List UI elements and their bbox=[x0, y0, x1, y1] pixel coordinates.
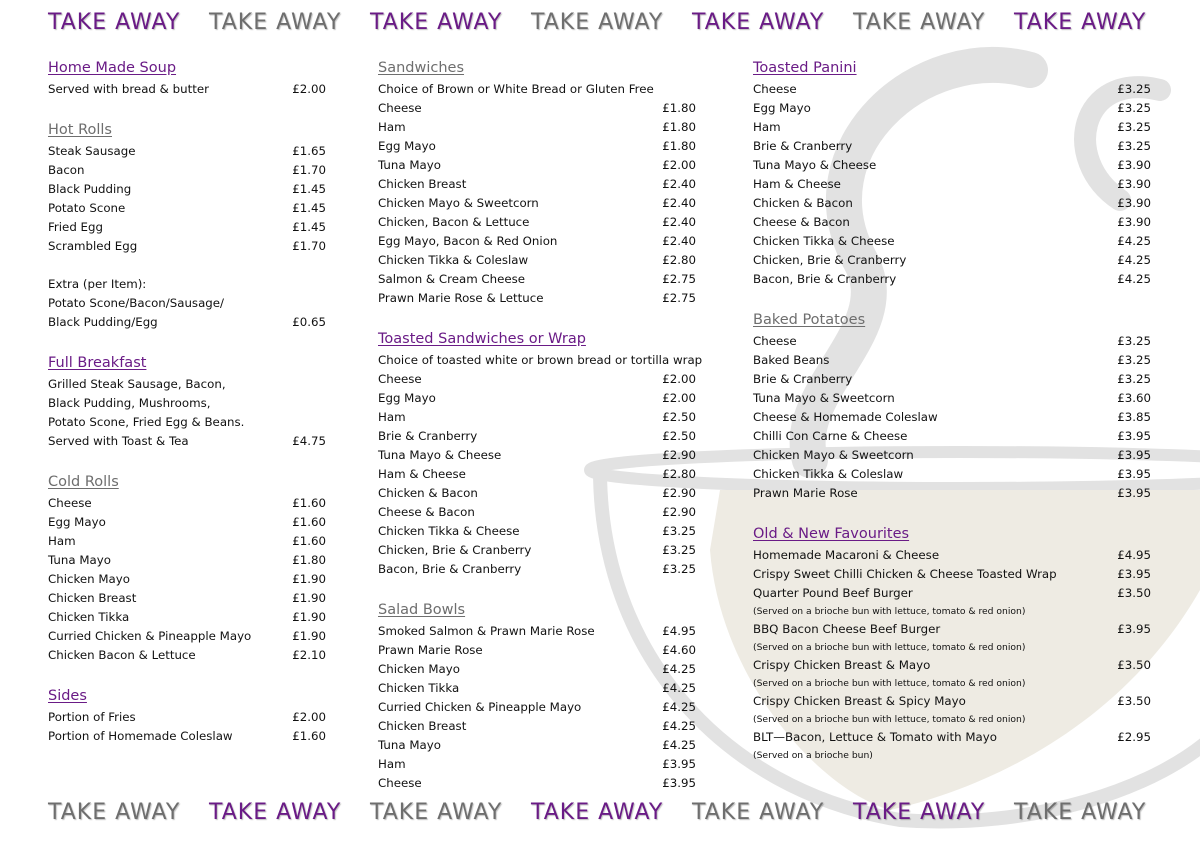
menu-item bbox=[378, 370, 696, 389]
item-name: Chicken Tikka & Coleslaw bbox=[378, 253, 529, 267]
item-price: £2.90 bbox=[662, 448, 696, 462]
item-name: Egg Mayo bbox=[378, 139, 436, 153]
item-price: £2.00 bbox=[662, 391, 696, 405]
item-price: £3.95 bbox=[1117, 467, 1151, 481]
item-name: Chicken Mayo & Sweetcorn bbox=[753, 448, 914, 462]
menu-item bbox=[48, 180, 326, 199]
item-price: £1.60 bbox=[292, 534, 326, 548]
item-price: £1.90 bbox=[292, 610, 326, 624]
menu-item bbox=[48, 513, 326, 532]
menu-item bbox=[378, 541, 696, 560]
item-name: Crispy Sweet Chilli Chicken & Cheese Toasted Wrap bbox=[753, 567, 1057, 581]
item-price: £3.95 bbox=[1117, 486, 1151, 500]
item-price: £1.45 bbox=[292, 201, 326, 215]
item-name: Chicken & Bacon bbox=[753, 196, 853, 210]
item-price: £4.25 bbox=[662, 681, 696, 695]
menu-item bbox=[48, 313, 326, 332]
menu-item bbox=[753, 213, 1151, 232]
section-title: Salad Bowls bbox=[378, 602, 466, 618]
item-name: Bacon, Brie & Cranberry bbox=[378, 562, 522, 576]
item-name: Baked Beans bbox=[753, 353, 830, 367]
banner-text: TAKE AWAY bbox=[48, 10, 181, 35]
item-price: £3.90 bbox=[1117, 158, 1151, 172]
menu-item bbox=[378, 484, 696, 503]
item-price: £2.95 bbox=[1117, 730, 1151, 744]
menu-item bbox=[378, 736, 696, 755]
menu-item bbox=[48, 199, 326, 218]
item-name: Bacon, Brie & Cranberry bbox=[753, 272, 897, 286]
item-name: BLT—Bacon, Lettuce & Tomato with Mayo bbox=[753, 730, 997, 744]
item-price: £3.95 bbox=[1117, 448, 1151, 462]
menu-item bbox=[753, 99, 1151, 118]
item-price: £2.00 bbox=[662, 158, 696, 172]
item-name: Egg Mayo bbox=[753, 101, 811, 115]
item-name: Chicken Tikka & Cheese bbox=[753, 234, 895, 248]
section-sides bbox=[48, 684, 326, 746]
item-price: £4.25 bbox=[662, 700, 696, 714]
item-name: Chicken & Bacon bbox=[378, 486, 478, 500]
item-name: Brie & Cranberry bbox=[378, 429, 478, 443]
banner-text: TAKE AWAY bbox=[209, 800, 342, 825]
item-price: £1.90 bbox=[292, 572, 326, 586]
banner-text: TAKE AWAY bbox=[209, 10, 342, 35]
menu-item bbox=[378, 679, 696, 698]
menu-item bbox=[753, 80, 1151, 99]
menu-column-middle bbox=[378, 56, 703, 812]
item-price: £3.95 bbox=[1117, 622, 1151, 636]
menu-item bbox=[48, 589, 326, 608]
item-name: Ham bbox=[378, 757, 406, 771]
item-price: £4.60 bbox=[662, 643, 696, 657]
menu-item bbox=[48, 532, 326, 551]
menu-item bbox=[753, 620, 1151, 639]
item-price: £1.80 bbox=[662, 139, 696, 153]
menu-item bbox=[378, 465, 696, 484]
menu-item bbox=[48, 161, 326, 180]
item-price: £1.70 bbox=[292, 163, 326, 177]
menu-item bbox=[753, 446, 1151, 465]
item-price: £3.25 bbox=[662, 562, 696, 576]
item-name: Ham bbox=[378, 410, 406, 424]
section-hot-rolls bbox=[48, 118, 326, 256]
menu-item bbox=[753, 118, 1151, 137]
menu-item bbox=[753, 656, 1151, 675]
banner-text: TAKE AWAY bbox=[370, 10, 503, 35]
item-price: £1.60 bbox=[292, 515, 326, 529]
item-price: £3.25 bbox=[1117, 139, 1151, 153]
item-name: Cheese bbox=[378, 776, 422, 790]
item-name: Prawn Marie Rose bbox=[753, 486, 858, 500]
menu-item bbox=[378, 503, 696, 522]
menu-item bbox=[48, 608, 326, 627]
menu-item bbox=[753, 728, 1151, 747]
item-price: £3.25 bbox=[1117, 372, 1151, 386]
item-name: BBQ Bacon Cheese Beef Burger bbox=[753, 622, 941, 636]
section-toasted-sandwiches bbox=[378, 327, 703, 579]
item-price: £1.65 bbox=[292, 144, 326, 158]
item-price: £1.90 bbox=[292, 629, 326, 643]
section-title: Sandwiches bbox=[378, 60, 465, 76]
section-title: Full Breakfast bbox=[48, 355, 147, 371]
item-name: Cheese bbox=[378, 101, 422, 115]
item-name: Potato Scone bbox=[48, 201, 126, 215]
item-name: Scrambled Egg bbox=[48, 239, 138, 253]
menu-item bbox=[378, 289, 696, 308]
item-price: £4.95 bbox=[662, 624, 696, 638]
item-price: £4.25 bbox=[1117, 234, 1151, 248]
item-name: Ham & Cheese bbox=[378, 467, 466, 481]
section-baked-potatoes bbox=[753, 308, 1151, 503]
section-subtitle: Choice of toasted white or brown bread or tortilla wrap bbox=[378, 353, 703, 367]
item-name: Tuna Mayo bbox=[48, 553, 111, 567]
section-title: Hot Rolls bbox=[48, 122, 112, 138]
item-description: Grilled Steak Sausage, Bacon, bbox=[48, 377, 226, 391]
item-price: £3.95 bbox=[1117, 567, 1151, 581]
item-price: £0.65 bbox=[292, 315, 326, 329]
item-price: £2.10 bbox=[292, 648, 326, 662]
item-name: Chicken Tikka & Cheese bbox=[378, 524, 520, 538]
item-name: Ham bbox=[48, 534, 76, 548]
item-price: £1.80 bbox=[662, 101, 696, 115]
item-price: £3.50 bbox=[1117, 586, 1151, 600]
item-name: Salmon & Cream Cheese bbox=[378, 272, 526, 286]
section-sandwiches bbox=[378, 56, 696, 308]
item-name: Smoked Salmon & Prawn Marie Rose bbox=[378, 624, 595, 638]
extra-items: Black Pudding/Egg bbox=[48, 315, 158, 329]
item-name: Served with bread & butter bbox=[48, 82, 209, 96]
item-price: £2.40 bbox=[662, 177, 696, 191]
menu-item bbox=[48, 237, 326, 256]
item-price: £4.25 bbox=[1117, 272, 1151, 286]
item-price: £3.60 bbox=[1117, 391, 1151, 405]
item-name: Egg Mayo bbox=[378, 391, 436, 405]
item-price: £3.25 bbox=[1117, 334, 1151, 348]
item-name: Chicken Breast bbox=[378, 177, 467, 191]
menu-item bbox=[378, 389, 696, 408]
menu-item bbox=[378, 660, 696, 679]
item-price: £1.70 bbox=[292, 239, 326, 253]
menu-item bbox=[378, 560, 696, 579]
item-price: £2.00 bbox=[662, 372, 696, 386]
section-title: Sides bbox=[48, 688, 87, 704]
item-price: £3.90 bbox=[1117, 215, 1151, 229]
menu-item bbox=[378, 446, 696, 465]
menu-item bbox=[753, 546, 1151, 565]
menu-item bbox=[378, 774, 696, 793]
item-name: Curried Chicken & Pineapple Mayo bbox=[378, 700, 582, 714]
menu-item bbox=[753, 332, 1151, 351]
item-price: £2.80 bbox=[662, 253, 696, 267]
item-price: £3.25 bbox=[662, 543, 696, 557]
menu-item bbox=[378, 137, 696, 156]
section-cold-rolls bbox=[48, 470, 326, 665]
item-price: £2.90 bbox=[662, 486, 696, 500]
menu-item bbox=[378, 118, 696, 137]
item-price: £1.60 bbox=[292, 729, 326, 743]
menu-item bbox=[753, 584, 1151, 603]
banner-text: TAKE AWAY bbox=[48, 800, 181, 825]
menu-item bbox=[753, 232, 1151, 251]
item-price: £2.40 bbox=[662, 196, 696, 210]
item-price: £2.75 bbox=[662, 291, 696, 305]
section-title: Toasted Sandwiches or Wrap bbox=[378, 331, 586, 347]
item-name: Cheese bbox=[753, 82, 797, 96]
item-name: Chicken, Brie & Cranberry bbox=[378, 543, 532, 557]
menu-item bbox=[378, 251, 696, 270]
item-price: £3.25 bbox=[662, 524, 696, 538]
extra-label: Extra (per Item): bbox=[48, 277, 147, 291]
menu-item bbox=[753, 389, 1151, 408]
item-name: Portion of Homemade Coleslaw bbox=[48, 729, 233, 743]
banner-text: TAKE AWAY bbox=[853, 800, 986, 825]
item-description: Potato Scone, Fried Egg & Beans. bbox=[48, 415, 245, 429]
menu-item bbox=[753, 370, 1151, 389]
menu-item bbox=[378, 213, 696, 232]
banner-text: TAKE AWAY bbox=[531, 800, 664, 825]
item-price: £2.75 bbox=[662, 272, 696, 286]
menu-item bbox=[48, 218, 326, 237]
section-full-breakfast bbox=[48, 351, 326, 451]
section-subtitle: Choice of Brown or White Bread or Gluten Free bbox=[378, 82, 654, 96]
section-old-new-favourites bbox=[753, 522, 1151, 764]
menu-item bbox=[753, 270, 1151, 289]
item-name: Homemade Macaroni & Cheese bbox=[753, 548, 940, 562]
menu-item bbox=[378, 717, 696, 736]
menu-item bbox=[48, 494, 326, 513]
item-name: Chicken Breast bbox=[48, 591, 137, 605]
menu-item bbox=[753, 408, 1151, 427]
section-title: Toasted Panini bbox=[753, 60, 857, 76]
item-name: Ham bbox=[378, 120, 406, 134]
menu-item bbox=[753, 351, 1151, 370]
item-name: Crispy Chicken Breast & Spicy Mayo bbox=[753, 694, 966, 708]
item-price: £1.80 bbox=[662, 120, 696, 134]
item-price: £3.95 bbox=[662, 757, 696, 771]
item-price: £3.50 bbox=[1117, 658, 1151, 672]
menu-item bbox=[378, 232, 696, 251]
item-price: £3.95 bbox=[1117, 429, 1151, 443]
item-name: Chilli Con Carne & Cheese bbox=[753, 429, 908, 443]
item-price: £2.50 bbox=[662, 410, 696, 424]
item-name: Chicken Tikka & Coleslaw bbox=[753, 467, 904, 481]
item-name: Chicken, Bacon & Lettuce bbox=[378, 215, 530, 229]
menu-item bbox=[48, 432, 326, 451]
top-banner bbox=[0, 10, 1200, 50]
item-price: £3.25 bbox=[1117, 82, 1151, 96]
item-name: Quarter Pound Beef Burger bbox=[753, 586, 913, 600]
item-name: Tuna Mayo & Cheese bbox=[378, 448, 502, 462]
banner-text: TAKE AWAY bbox=[692, 800, 825, 825]
item-price: £3.25 bbox=[1117, 353, 1151, 367]
menu-item bbox=[753, 251, 1151, 270]
item-name: Prawn Marie Rose bbox=[378, 643, 483, 657]
item-price: £2.00 bbox=[292, 710, 326, 724]
item-name: Curried Chicken & Pineapple Mayo bbox=[48, 629, 252, 643]
item-name: Bacon bbox=[48, 163, 85, 177]
item-price: £1.45 bbox=[292, 220, 326, 234]
item-name: Prawn Marie Rose & Lettuce bbox=[378, 291, 544, 305]
menu-item bbox=[378, 622, 696, 641]
item-name: Cheese bbox=[48, 496, 92, 510]
menu-item bbox=[753, 137, 1151, 156]
item-price: £1.90 bbox=[292, 591, 326, 605]
menu-item bbox=[753, 484, 1151, 503]
menu-item bbox=[378, 408, 696, 427]
banner-text: TAKE AWAY bbox=[370, 800, 503, 825]
item-name: Crispy Chicken Breast & Mayo bbox=[753, 658, 931, 672]
menu-item bbox=[48, 80, 326, 99]
menu-item bbox=[378, 194, 696, 213]
item-name: Tuna Mayo bbox=[378, 738, 441, 752]
item-name: Black Pudding bbox=[48, 182, 132, 196]
item-name: Cheese & Homemade Coleslaw bbox=[753, 410, 938, 424]
item-price: £3.95 bbox=[662, 776, 696, 790]
item-price: £1.45 bbox=[292, 182, 326, 196]
item-name: Portion of Fries bbox=[48, 710, 136, 724]
item-note: (Served on a brioche bun with lettuce, tomato & red onion) bbox=[753, 606, 1026, 617]
item-name: Fried Egg bbox=[48, 220, 103, 234]
item-price: £3.50 bbox=[1117, 694, 1151, 708]
section-salad-bowls bbox=[378, 598, 696, 793]
menu-item bbox=[48, 708, 326, 727]
section-toasted-panini bbox=[753, 56, 1151, 289]
item-price: £2.00 bbox=[292, 82, 326, 96]
item-price: £1.80 bbox=[292, 553, 326, 567]
item-note: (Served on a brioche bun) bbox=[753, 750, 873, 761]
item-name: Cheese & Bacon bbox=[378, 505, 475, 519]
item-description: Served with Toast & Tea bbox=[48, 434, 189, 448]
menu-item bbox=[378, 99, 696, 118]
section-extra bbox=[48, 275, 326, 332]
menu-item bbox=[48, 570, 326, 589]
item-price: £3.85 bbox=[1117, 410, 1151, 424]
item-name: Chicken Mayo bbox=[378, 662, 460, 676]
item-description: Black Pudding, Mushrooms, bbox=[48, 396, 211, 410]
banner-text: TAKE AWAY bbox=[1014, 10, 1147, 35]
menu-item bbox=[48, 627, 326, 646]
section-home-made-soup bbox=[48, 56, 326, 99]
item-price: £4.75 bbox=[292, 434, 326, 448]
menu-column-right bbox=[753, 56, 1151, 783]
menu-item bbox=[378, 270, 696, 289]
item-price: £4.25 bbox=[1117, 253, 1151, 267]
item-name: Ham & Cheese bbox=[753, 177, 841, 191]
item-note: (Served on a brioche bun with lettuce, tomato & red onion) bbox=[753, 642, 1026, 653]
banner-text: TAKE AWAY bbox=[692, 10, 825, 35]
item-price: £3.25 bbox=[1117, 120, 1151, 134]
menu-item bbox=[378, 427, 696, 446]
menu-item bbox=[378, 522, 696, 541]
extra-items: Potato Scone/Bacon/Sausage/ bbox=[48, 296, 225, 310]
item-price: £2.80 bbox=[662, 467, 696, 481]
item-price: £4.95 bbox=[1117, 548, 1151, 562]
item-price: £4.25 bbox=[662, 662, 696, 676]
item-name: Chicken Bacon & Lettuce bbox=[48, 648, 196, 662]
menu-item bbox=[378, 641, 696, 660]
item-name: Tuna Mayo & Sweetcorn bbox=[753, 391, 895, 405]
item-note: (Served on a brioche bun with lettuce, tomato & red onion) bbox=[753, 678, 1026, 689]
menu-item bbox=[753, 465, 1151, 484]
menu-item bbox=[48, 727, 326, 746]
item-price: £3.90 bbox=[1117, 196, 1151, 210]
item-price: £2.40 bbox=[662, 215, 696, 229]
menu-item bbox=[753, 692, 1151, 711]
item-name: Chicken Mayo bbox=[48, 572, 130, 586]
item-name: Chicken Tikka bbox=[48, 610, 130, 624]
menu-item bbox=[753, 156, 1151, 175]
item-note: (Served on a brioche bun with lettuce, tomato & red onion) bbox=[753, 714, 1026, 725]
menu-item bbox=[753, 427, 1151, 446]
item-name: Brie & Cranberry bbox=[753, 372, 853, 386]
menu-column-left bbox=[48, 56, 326, 765]
menu-item bbox=[48, 646, 326, 665]
item-name: Chicken Tikka bbox=[378, 681, 460, 695]
item-name: Cheese bbox=[753, 334, 797, 348]
menu-item bbox=[378, 156, 696, 175]
item-name: Tuna Mayo bbox=[378, 158, 441, 172]
item-price: £1.60 bbox=[292, 496, 326, 510]
item-name: Chicken Breast bbox=[378, 719, 467, 733]
banner-text: TAKE AWAY bbox=[853, 10, 986, 35]
item-name: Brie & Cranberry bbox=[753, 139, 853, 153]
item-price: £3.90 bbox=[1117, 177, 1151, 191]
menu-item bbox=[48, 551, 326, 570]
item-name: Egg Mayo bbox=[48, 515, 106, 529]
menu-item bbox=[48, 142, 326, 161]
item-name: Steak Sausage bbox=[48, 144, 136, 158]
item-name: Cheese & Bacon bbox=[753, 215, 850, 229]
section-title: Home Made Soup bbox=[48, 60, 177, 76]
menu-item bbox=[753, 175, 1151, 194]
item-name: Egg Mayo, Bacon & Red Onion bbox=[378, 234, 558, 248]
menu-item bbox=[753, 194, 1151, 213]
item-name: Tuna Mayo & Cheese bbox=[753, 158, 877, 172]
banner-text: TAKE AWAY bbox=[1014, 800, 1147, 825]
menu-item bbox=[378, 755, 696, 774]
item-price: £2.40 bbox=[662, 234, 696, 248]
item-price: £4.25 bbox=[662, 738, 696, 752]
item-price: £2.90 bbox=[662, 505, 696, 519]
section-title: Baked Potatoes bbox=[753, 312, 866, 328]
section-title: Old & New Favourites bbox=[753, 526, 910, 542]
item-price: £2.50 bbox=[662, 429, 696, 443]
item-price: £3.25 bbox=[1117, 101, 1151, 115]
item-name: Chicken Mayo & Sweetcorn bbox=[378, 196, 539, 210]
section-title: Cold Rolls bbox=[48, 474, 119, 490]
menu-item bbox=[378, 175, 696, 194]
item-name: Ham bbox=[753, 120, 781, 134]
item-name: Chicken, Brie & Cranberry bbox=[753, 253, 907, 267]
item-price: £4.25 bbox=[662, 719, 696, 733]
menu-item bbox=[378, 698, 696, 717]
menu-item bbox=[753, 565, 1151, 584]
banner-text: TAKE AWAY bbox=[531, 10, 664, 35]
item-name: Cheese bbox=[378, 372, 422, 386]
